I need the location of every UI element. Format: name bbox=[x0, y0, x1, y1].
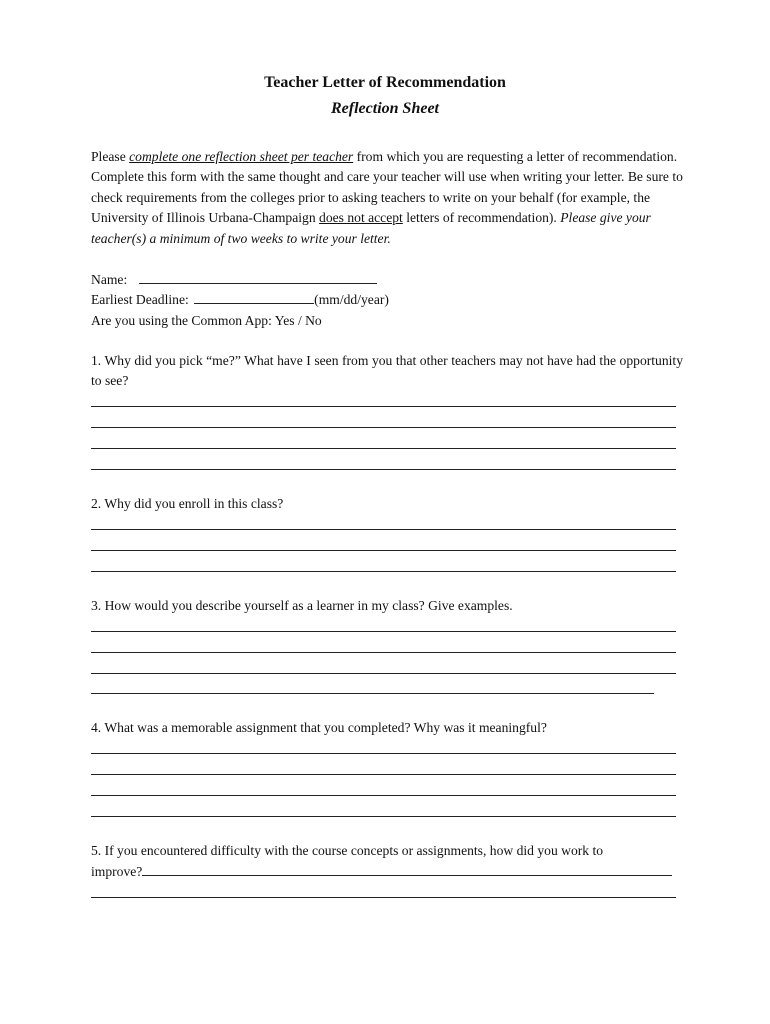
document-subtitle: Reflection Sheet bbox=[331, 100, 439, 117]
question-5: 5. If you encountered difficulty with the course concepts or assignments, how did you work to bbox=[91, 843, 604, 858]
question-5-improve: improve? bbox=[91, 864, 143, 879]
question-1: 1. Why did you pick “me?” What have I seen from you that other teachers may not have had the opportunity to see? bbox=[91, 353, 683, 389]
deadline-format-hint: (mm/dd/year) bbox=[314, 292, 389, 307]
answer-line[interactable] bbox=[91, 816, 676, 817]
intro-text-3: letters of recommendation). bbox=[402, 210, 561, 226]
answer-line[interactable] bbox=[91, 406, 676, 407]
answer-line[interactable] bbox=[142, 862, 672, 876]
deadline-field-row bbox=[91, 290, 683, 310]
answer-line[interactable] bbox=[91, 693, 654, 694]
answer-line[interactable] bbox=[91, 897, 676, 898]
question-2: 2. Why did you enroll in this class? bbox=[91, 496, 284, 511]
answer-line[interactable] bbox=[91, 550, 676, 551]
intro-two-weeks-note: Please give your teacher(s) a minimum of two weeks to write your letter. bbox=[91, 210, 651, 246]
intro-paragraph bbox=[91, 147, 683, 249]
answer-line[interactable] bbox=[91, 774, 676, 775]
answer-line[interactable] bbox=[91, 673, 676, 674]
answer-line[interactable] bbox=[91, 529, 676, 530]
answer-line[interactable] bbox=[91, 795, 676, 796]
name-field-row bbox=[91, 270, 683, 290]
question-4: 4. What was a memorable assignment that you completed? Why was it meaningful? bbox=[91, 720, 547, 735]
intro-text-1: Please bbox=[91, 149, 130, 164]
deadline-field[interactable] bbox=[194, 290, 314, 304]
deadline-label: Earliest Deadline: bbox=[91, 292, 189, 307]
answer-line[interactable] bbox=[91, 753, 676, 754]
answer-line[interactable] bbox=[91, 631, 676, 632]
name-field[interactable] bbox=[139, 270, 377, 284]
answer-line[interactable] bbox=[91, 571, 676, 572]
answer-line[interactable] bbox=[91, 652, 676, 653]
intro-text-2: from which you are requesting a letter of recommendation. Complete this form with the same thought and care your teacher will use when writing your letter. Be sure to check requirements from the colleges prior to asking teachers to write on your behalf (for example, the University of Illinois Urbana-Champaign bbox=[91, 149, 683, 226]
question-5-continued bbox=[91, 862, 683, 882]
answer-line[interactable] bbox=[91, 427, 676, 428]
name-label: Name: bbox=[91, 272, 128, 287]
question-3: 3. How would you describe yourself as a learner in my class? Give examples. bbox=[91, 598, 513, 613]
intro-emphasis-one-sheet: complete one reflection sheet per teacher bbox=[129, 149, 354, 164]
answer-line[interactable] bbox=[91, 469, 676, 470]
common-app-row: Are you using the Common App: Yes / No bbox=[91, 313, 322, 328]
intro-emphasis-not-accept: does not accept bbox=[319, 210, 403, 226]
document-title: Teacher Letter of Recommendation bbox=[264, 74, 506, 91]
answer-line[interactable] bbox=[91, 448, 676, 449]
